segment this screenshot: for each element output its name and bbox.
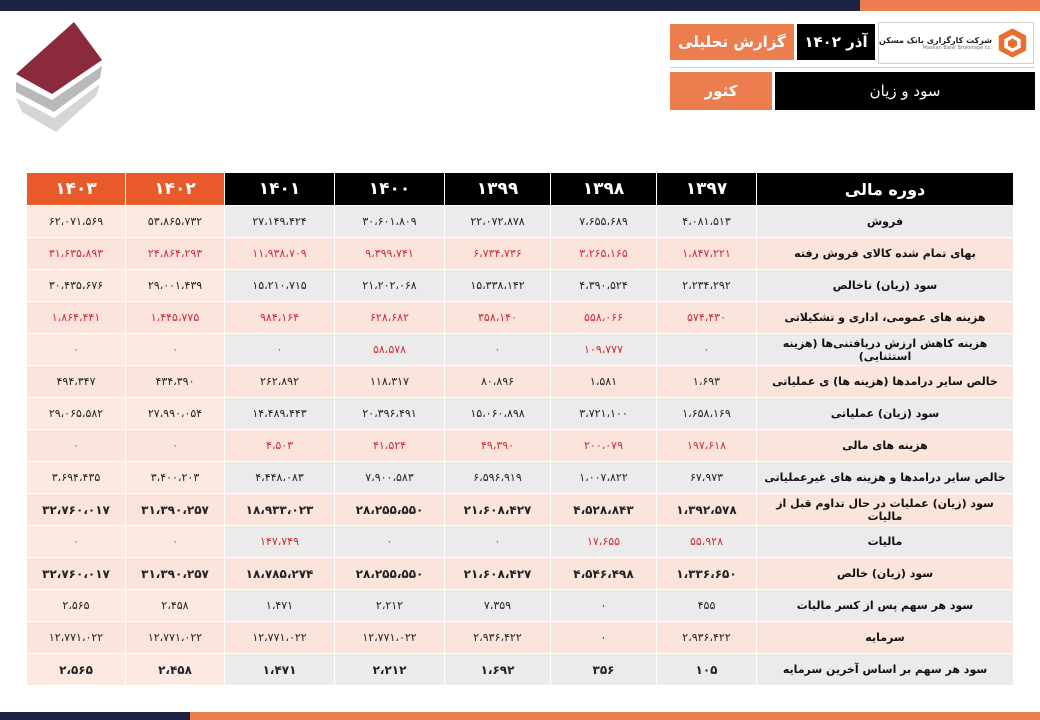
row-value: ۶۲،۰۷۱،۵۶۹: [27, 206, 126, 238]
row-value: ۰: [445, 334, 551, 366]
row-label: فروش: [757, 206, 1014, 238]
row-value: ۱۲،۷۷۱،۰۲۲: [335, 622, 445, 654]
row-value: ۰: [551, 622, 657, 654]
year-header: ۱۳۹۷: [657, 173, 757, 206]
row-label: سود هر سهم پس از کسر مالیات: [757, 590, 1014, 622]
row-value: ۲،۲۳۴،۲۹۲: [657, 270, 757, 302]
row-value: ۴،۵۰۳: [225, 430, 335, 462]
row-value: ۰: [27, 526, 126, 558]
company-logo-box: [878, 22, 1034, 64]
row-value: ۴،۵۲۸،۸۴۳: [551, 494, 657, 526]
row-value: ۲۰،۳۹۶،۴۹۱: [335, 398, 445, 430]
row-value: ۰: [27, 334, 126, 366]
row-value: ۲۸،۲۵۵،۵۵۰: [335, 494, 445, 526]
row-value: ۳۵۸،۱۴۰: [445, 302, 551, 334]
row-label: هزینه های عمومی، اداری و تشکیلاتی: [757, 302, 1014, 334]
row-value: ۵۳،۸۶۵،۷۳۲: [126, 206, 225, 238]
row-value: ۴،۰۸۱،۵۱۳: [657, 206, 757, 238]
report-date-label: آذر ۱۴۰۲: [797, 24, 875, 60]
income-statement-table: [26, 172, 1014, 686]
table-row: [27, 302, 1014, 334]
table-row: [27, 366, 1014, 398]
row-value: ۶۲۸،۶۸۲: [335, 302, 445, 334]
row-value: ۹،۳۹۹،۷۴۱: [335, 238, 445, 270]
row-value: ۹۸۴،۱۶۴: [225, 302, 335, 334]
period-header: دوره مالی: [757, 173, 1014, 206]
table-row: [27, 334, 1014, 366]
row-value: ۲،۵۶۵: [27, 590, 126, 622]
row-value: ۰: [126, 430, 225, 462]
row-label: خالص سایر درامدها و هزینه های غیرعملیاتی: [757, 462, 1014, 494]
row-value: ۷،۶۵۵،۶۸۹: [551, 206, 657, 238]
report-ribbon-logo: [12, 20, 108, 136]
row-value: ۱،۳۹۲،۵۷۸: [657, 494, 757, 526]
row-value: ۳،۶۹۴،۴۳۵: [27, 462, 126, 494]
row-label: هزینه های مالی: [757, 430, 1014, 462]
year-header: ۱۴۰۰: [335, 173, 445, 206]
row-value: ۷،۹۰۰،۵۸۳: [335, 462, 445, 494]
row-value: ۵۵،۹۲۸: [657, 526, 757, 558]
row-value: ۴۹،۳۹۰: [445, 430, 551, 462]
row-value: ۱۵،۳۳۸،۱۴۲: [445, 270, 551, 302]
year-header-forecast: ۱۴۰۳: [27, 173, 126, 206]
row-value: ۰: [126, 526, 225, 558]
row-label: سرمایه: [757, 622, 1014, 654]
row-value: ۱،۴۷۱: [225, 654, 335, 686]
row-value: ۷،۳۵۹: [445, 590, 551, 622]
table-row: [27, 558, 1014, 590]
row-value: ۲۱،۶۰۸،۴۲۷: [445, 494, 551, 526]
row-value: ۲۱،۶۰۸،۴۲۷: [445, 558, 551, 590]
row-label: خالص سایر درامدها (هزینه ها) ی عملیاتی: [757, 366, 1014, 398]
top-accent-bar: [0, 0, 1040, 11]
row-value: ۰: [657, 334, 757, 366]
row-value: ۳۲،۷۶۰،۰۱۷: [27, 558, 126, 590]
row-value: ۱۵،۲۱۰،۷۱۵: [225, 270, 335, 302]
table-row: [27, 462, 1014, 494]
row-value: ۵۷۴،۴۳۰: [657, 302, 757, 334]
row-value: ۴۱،۵۲۴: [335, 430, 445, 462]
row-label: سود (زیان) خالص: [757, 558, 1014, 590]
row-value: ۰: [27, 430, 126, 462]
row-value: ۱۱۸،۳۱۷: [335, 366, 445, 398]
year-header: ۱۳۹۹: [445, 173, 551, 206]
row-value: ۶،۵۹۶،۹۱۹: [445, 462, 551, 494]
table-header-row: [27, 173, 1014, 206]
row-value: ۴،۴۴۸،۰۸۳: [225, 462, 335, 494]
row-value: ۶۷،۹۷۳: [657, 462, 757, 494]
row-label: مالیات: [757, 526, 1014, 558]
row-value: ۲۲،۰۷۲،۸۷۸: [445, 206, 551, 238]
row-value: ۰: [445, 526, 551, 558]
bottom-accent-bar: [0, 712, 1040, 720]
report-type-label: گزارش تحلیلی: [670, 24, 794, 60]
symbol-name-label: کثور: [670, 72, 772, 110]
row-value: ۲۷،۹۹۰،۰۵۴: [126, 398, 225, 430]
row-value: ۲،۴۵۸: [126, 654, 225, 686]
row-value: ۱۲،۷۷۱،۰۲۲: [225, 622, 335, 654]
row-value: ۱،۳۳۶،۶۵۰: [657, 558, 757, 590]
table-row: [27, 590, 1014, 622]
row-value: ۳۲،۷۶۰،۰۱۷: [27, 494, 126, 526]
row-value: ۰: [126, 334, 225, 366]
year-header: ۱۳۹۸: [551, 173, 657, 206]
row-value: ۲۴،۸۶۴،۲۹۳: [126, 238, 225, 270]
row-value: ۱۲،۷۷۱،۰۲۲: [126, 622, 225, 654]
row-value: ۴،۵۴۶،۴۹۸: [551, 558, 657, 590]
row-value: ۲،۹۳۶،۴۲۲: [657, 622, 757, 654]
row-value: ۶،۷۳۴،۷۳۶: [445, 238, 551, 270]
table-row: [27, 622, 1014, 654]
row-value: ۱۴،۴۸۹،۴۴۳: [225, 398, 335, 430]
row-value: ۱۸،۹۳۳،۰۲۳: [225, 494, 335, 526]
row-value: ۴۳۴،۳۹۰: [126, 366, 225, 398]
row-value: ۲۹،۰۰۱،۴۳۹: [126, 270, 225, 302]
row-value: ۱،۸۴۷،۲۲۱: [657, 238, 757, 270]
row-value: ۲۶۲،۸۹۲: [225, 366, 335, 398]
row-value: ۸۰،۸۹۶: [445, 366, 551, 398]
row-value: ۱،۴۷۱: [225, 590, 335, 622]
row-value: ۳،۲۶۵،۱۶۵: [551, 238, 657, 270]
row-value: ۲،۲۱۲: [335, 654, 445, 686]
top-bar-orange: [860, 0, 1040, 11]
row-value: ۴۵۵: [657, 590, 757, 622]
year-header-forecast: ۱۴۰۲: [126, 173, 225, 206]
row-value: ۲۸،۲۵۵،۵۵۰: [335, 558, 445, 590]
row-value: ۳۱،۶۳۵،۸۹۳: [27, 238, 126, 270]
row-value: ۱۹۷،۶۱۸: [657, 430, 757, 462]
row-label: سود هر سهم بر اساس آخرین سرمایه: [757, 654, 1014, 686]
row-value: ۳۰،۴۳۵،۶۷۶: [27, 270, 126, 302]
row-value: ۰: [225, 334, 335, 366]
row-value: ۲۰۰،۰۷۹: [551, 430, 657, 462]
row-value: ۱۴۷،۷۴۹: [225, 526, 335, 558]
row-label: سود (زیان) ناخالص: [757, 270, 1014, 302]
row-value: ۱،۶۹۳: [657, 366, 757, 398]
table-row: [27, 206, 1014, 238]
row-value: ۳۵۶: [551, 654, 657, 686]
row-value: ۲،۲۱۲: [335, 590, 445, 622]
company-name-fa: شرکت کارگزاری بانک مسکن: [879, 35, 993, 45]
row-value: ۲،۵۶۵: [27, 654, 126, 686]
row-value: ۲،۹۳۶،۴۲۲: [445, 622, 551, 654]
row-value: ۱،۶۹۲: [445, 654, 551, 686]
row-value: ۱۸،۷۸۵،۲۷۴: [225, 558, 335, 590]
company-cube-icon: [996, 25, 1029, 61]
header-divider: [670, 67, 1035, 68]
row-value: ۱۰۹،۷۷۷: [551, 334, 657, 366]
row-value: ۱،۶۵۸،۱۶۹: [657, 398, 757, 430]
row-value: ۳۱،۳۹۰،۲۵۷: [126, 494, 225, 526]
row-value: ۱،۰۰۷،۸۲۲: [551, 462, 657, 494]
company-name-en: Maskan Bank Brokerage co.: [922, 44, 993, 51]
row-label: بهای تمام شده کالای فروش رفته: [757, 238, 1014, 270]
row-value: ۰: [335, 526, 445, 558]
row-value: ۳۱،۳۹۰،۲۵۷: [126, 558, 225, 590]
row-value: ۴،۳۹۰،۵۲۴: [551, 270, 657, 302]
row-value: ۱۱،۹۳۸،۷۰۹: [225, 238, 335, 270]
row-value: ۳،۴۰۰،۲۰۳: [126, 462, 225, 494]
row-label: هزینه کاهش ارزش دریافتنی‌ها (هزینه استثنایی): [757, 334, 1014, 366]
row-label: سود (زیان) عملیاتی: [757, 398, 1014, 430]
statement-title: سود و زیان: [775, 72, 1035, 110]
bottom-bar-orange: [190, 712, 1040, 720]
row-value: ۱،۴۴۵،۷۷۵: [126, 302, 225, 334]
table-row: [27, 238, 1014, 270]
row-value: ۰: [551, 590, 657, 622]
row-value: ۱۲،۷۷۱،۰۲۲: [27, 622, 126, 654]
top-bar-navy: [0, 0, 860, 11]
table-row: [27, 270, 1014, 302]
row-label: سود (زیان) عملیات در حال تداوم قبل از مالیات: [757, 494, 1014, 526]
row-value: ۲۱،۲۰۲،۰۶۸: [335, 270, 445, 302]
row-value: ۲،۴۵۸: [126, 590, 225, 622]
row-value: ۵۸،۵۷۸: [335, 334, 445, 366]
row-value: ۱۷،۶۵۵: [551, 526, 657, 558]
row-value: ۴۹۴،۳۴۷: [27, 366, 126, 398]
row-value: ۱،۸۶۴،۴۴۱: [27, 302, 126, 334]
bottom-bar-navy: [0, 712, 190, 720]
row-value: ۱۵،۰۶۰،۸۹۸: [445, 398, 551, 430]
row-value: ۱۰۵: [657, 654, 757, 686]
table-row: [27, 430, 1014, 462]
row-value: ۵۵۸،۰۶۶: [551, 302, 657, 334]
row-value: ۲۷،۱۴۹،۴۲۴: [225, 206, 335, 238]
row-value: ۲۹،۰۶۵،۵۸۲: [27, 398, 126, 430]
table-row: [27, 494, 1014, 526]
row-value: ۱،۵۸۱: [551, 366, 657, 398]
table-row: [27, 654, 1014, 686]
table-row: [27, 526, 1014, 558]
year-header: ۱۴۰۱: [225, 173, 335, 206]
row-value: ۳۰،۶۰۱،۸۰۹: [335, 206, 445, 238]
row-value: ۳،۷۲۱،۱۰۰: [551, 398, 657, 430]
table-row: [27, 398, 1014, 430]
